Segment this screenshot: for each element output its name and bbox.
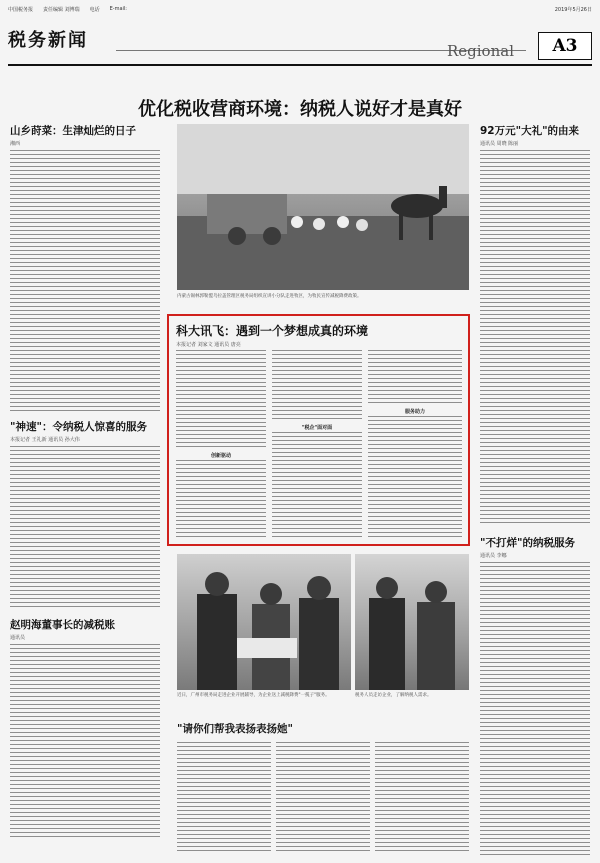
- left-article-2-body: [10, 446, 160, 608]
- left-article-1-body: [10, 150, 160, 412]
- feature-col1-body-a: [176, 350, 266, 450]
- feature-subhead-2: "税企"面对面: [301, 425, 333, 431]
- feature-byline: 本报记者 刘家文 通讯员 唐亮: [176, 342, 241, 348]
- feature-col3-body-a: [368, 350, 462, 406]
- left-article-3-kicker: 通讯员: [10, 635, 26, 641]
- right-article-1-kicker: 通讯员 周晓 陈丽: [480, 141, 519, 147]
- bottom-article-col3: [375, 742, 469, 852]
- bottom-article-col1: [177, 742, 271, 852]
- section-english: Regional: [446, 42, 514, 60]
- left-column: [10, 124, 160, 840]
- right-article-2-title: "不打烊"的纳税服务: [480, 537, 575, 549]
- section-title: 税务新闻: [8, 30, 88, 51]
- right-column: [480, 124, 590, 858]
- right-article-2-kicker: 通讯员 李娜: [480, 553, 507, 559]
- left-article-3-title: 赵明海董事长的减税账: [10, 619, 115, 631]
- feature-title: 科大讯飞：遇到一个梦想成真的环境: [176, 324, 369, 338]
- tax-officers-photo-left: [177, 554, 351, 690]
- feature-col1-body-b: [176, 460, 266, 540]
- top-photo-caption: 内蒙古锡林郭勒盟乌拉盖管理区税务局组织宣讲小分队走进牧区，为牧民宣传减税降费政策。: [177, 294, 362, 299]
- issue-date: 2019年5月26日: [554, 6, 592, 13]
- right-article-1-body: [480, 150, 590, 526]
- left-article-1-kicker: 湘西: [10, 141, 21, 147]
- right-article-1-title: 92万元"大礼"的由来: [480, 125, 580, 137]
- herding-photo: [177, 124, 469, 290]
- feature-col2-body-b: [272, 432, 362, 540]
- page-number: A3: [538, 32, 592, 60]
- section-masthead: [8, 20, 592, 66]
- bottom-left-caption: 近日，广州市税务局走进企业开展辅导，为企业送上减税降费"一揽子"服务。: [177, 693, 330, 698]
- left-article-1-title: 山乡莳菜：生津灿烂的日子: [10, 125, 136, 137]
- bottom-article-col2: [276, 742, 370, 852]
- bottom-article-title: "请你们帮我表扬表扬她": [177, 723, 293, 735]
- feature-subhead-3: 服务助力: [404, 409, 425, 415]
- left-article-3-body: [10, 644, 160, 840]
- editor-info: 责任编辑 刘博瑞: [43, 6, 80, 13]
- left-article-2-title: "神速"：令纳税人惊喜的服务: [10, 421, 147, 433]
- bottom-right-caption: 税务人员走访企业，了解纳税人需求。: [355, 693, 432, 698]
- feature-subhead-1: 创新驱动: [210, 453, 231, 459]
- email-info: E-mail:: [109, 6, 127, 12]
- paper-name: 中国税务报: [8, 6, 34, 13]
- right-article-2-body: [480, 562, 590, 858]
- left-article-2-kicker: 本报记者 王礼新 通讯员 孙大伟: [10, 437, 80, 443]
- feature-col3-body-b: [368, 416, 462, 540]
- page-headline: 优化税收营商环境：纳税人说好才是真好: [138, 99, 462, 120]
- feature-col2-body-a: [272, 350, 362, 422]
- tax-officers-photo-right: [355, 554, 469, 690]
- phone-info: 电话: [89, 6, 100, 13]
- top-info-bar: [8, 4, 592, 14]
